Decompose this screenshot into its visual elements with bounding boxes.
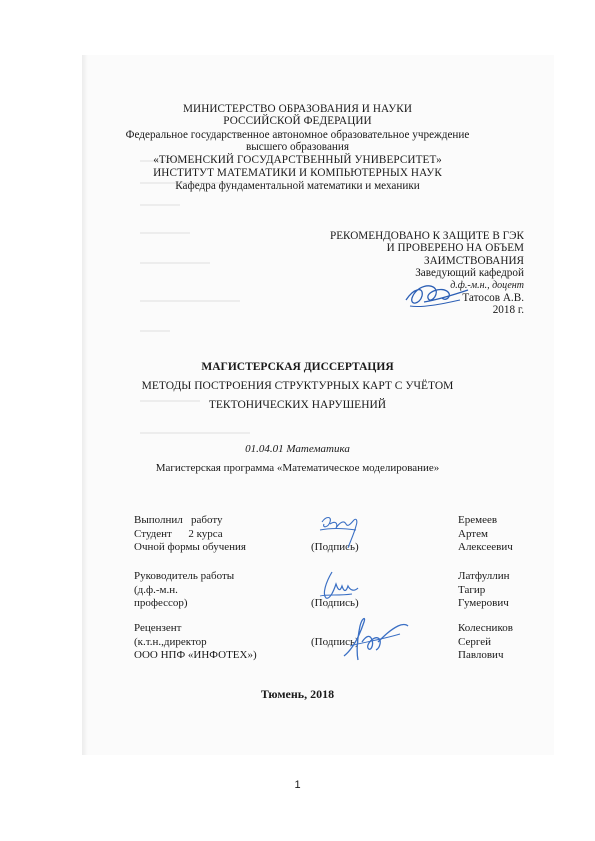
institution-line-2: высшего образования xyxy=(245,141,350,153)
approval-year: 2018 г. xyxy=(492,304,524,317)
supervisor-first-name: Тагир xyxy=(458,583,486,596)
student-surname: Еремеев xyxy=(458,514,498,526)
reviewer-surname: Колесников xyxy=(458,622,513,634)
university-name: «ТЮМЕНСКИЙ ГОСУДАРСТВЕННЫЙ УНИВЕРСИТЕТ» xyxy=(153,154,442,166)
student-role-line-1b: работу xyxy=(190,514,223,526)
reviewer-name xyxy=(458,622,513,663)
reviewer-role-line-3: ООО НПФ «ИНФОТЕХ») xyxy=(134,649,257,661)
approval-block xyxy=(264,230,524,317)
student-first-name: Артем xyxy=(458,527,488,540)
reviewer-first-name: Сергей xyxy=(458,635,491,648)
head-signature-icon xyxy=(402,278,472,312)
supervisor-role xyxy=(134,570,234,611)
specialty-code: 01.04.01 Математика xyxy=(245,443,350,455)
supervisor-role-line-3: профессор) xyxy=(134,597,188,609)
thesis-title-line-1: МЕТОДЫ ПОСТРОЕНИЯ СТРУКТУРНЫХ КАРТ С УЧЁТОМ xyxy=(141,380,454,392)
scan-artifact xyxy=(140,300,240,302)
thesis-title-line-2: ТЕКТОНИЧЕСКИХ НАРУШЕНИЙ xyxy=(208,399,387,411)
head-title: Заведующий кафедрой xyxy=(415,267,524,280)
head-degree: д.ф.-м.н., доцент xyxy=(450,279,524,291)
page-number: 1 xyxy=(294,779,301,791)
reviewer-sign-label: (Подпись) xyxy=(311,636,359,648)
reviewer-patronymic: Павлович xyxy=(458,649,504,661)
supervisor-name xyxy=(458,570,510,611)
ministry-line: МИНИСТЕРСТВО ОБРАЗОВАНИЯ И НАУКИ xyxy=(182,103,413,115)
supervisor-surname: Латфуллин xyxy=(458,570,510,582)
head-name: Татосов А.В. xyxy=(462,292,524,305)
scan-artifact xyxy=(140,232,190,234)
supervisor-sign-label: (Подпись) xyxy=(311,597,359,609)
supervisor-role-line-1: Руководитель работы xyxy=(134,570,235,582)
program-name: Магистерская программа «Математическое моделирование» xyxy=(155,462,440,474)
scan-artifact xyxy=(140,330,170,332)
student-role-line-1: Выполнил xyxy=(134,514,183,526)
approval-line-2: И ПРОВЕРЕНО НА ОБЪЕМ xyxy=(386,242,524,255)
student-patronymic: Алексеевич xyxy=(458,541,513,553)
approval-line-1: РЕКОМЕНДОВАНО К ЗАЩИТЕ В ГЭК xyxy=(329,230,524,242)
reviewer-role-line-1: Рецензент xyxy=(134,622,182,634)
student-sign-label: (Подпись) xyxy=(311,541,359,553)
city-year: Тюмень, 2018 xyxy=(260,687,335,701)
institution-line: Федеральное государственное автономное образовательное учреждение xyxy=(125,129,470,141)
reviewer-role xyxy=(134,622,257,663)
student-signature-icon xyxy=(316,510,362,550)
thesis-type: МАГИСТЕРСКАЯ ДИССЕРТАЦИЯ xyxy=(201,361,394,373)
student-name xyxy=(458,514,513,555)
supervisor-signature-icon xyxy=(318,568,362,604)
department-name: Кафедра фундаментальной математики и механики xyxy=(175,180,420,192)
scan-artifact xyxy=(140,432,250,434)
student-role-line-2: Студент xyxy=(134,527,172,540)
student-role-line-2b: 2 курса xyxy=(188,527,223,540)
scan-artifact xyxy=(140,262,210,264)
student-role xyxy=(134,514,246,555)
approval-line-3: ЗАИМСТВОВАНИЯ xyxy=(423,254,524,267)
supervisor-role-line-2: (д.ф.-м.н. xyxy=(134,583,178,596)
supervisor-patronymic: Гумерович xyxy=(458,597,509,609)
federation-line: РОССИЙСКОЙ ФЕДЕРАЦИИ xyxy=(223,115,372,127)
scan-artifact xyxy=(140,204,180,206)
student-role-line-3: Очной формы обучения xyxy=(134,541,246,553)
reviewer-signature-icon xyxy=(340,612,410,666)
institute-name: ИНСТИТУТ МАТЕМАТИКИ И КОМПЬЮТЕРНЫХ НАУК xyxy=(153,167,442,179)
reviewer-role-line-2: (к.т.н.,директор xyxy=(134,635,207,648)
